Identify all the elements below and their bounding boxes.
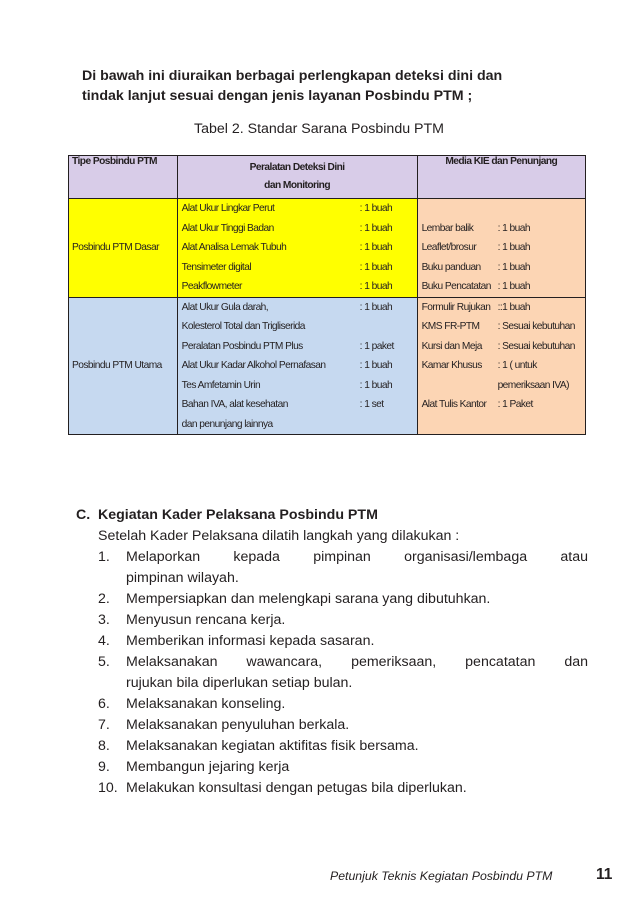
section-letter: C. [76,507,91,523]
media-line: Formulir Rujukan ::1 buah [421,301,530,313]
item-text: Melaksanakan penyuluhan berkala. [126,717,350,733]
list-item [98,736,588,757]
item-number: 6. [98,696,110,712]
page-number: 11 [596,866,613,883]
task-list [98,547,588,799]
media-line: Alat Tulis Kantor : 1 Paket [421,399,533,410]
equipment-line: Alat Ukur Lingkar Perut : 1 buah [181,203,393,214]
header-detection-line-2: dan Monitoring [264,180,331,191]
item-text-line-2: pimpinan wilayah. [126,570,239,586]
list-item [98,778,588,799]
equipment-line: Tensimeter digital : 1 buah [181,261,393,273]
table-row-dasar [69,199,586,298]
media-line [418,199,585,219]
equipment-line: Alat Ukur Kadar Alkohol Pernafasan : 1 buah [181,360,393,371]
item-number: 4. [98,633,110,649]
table-header-row [69,156,586,199]
equipment-line: Alat Ukur Gula darah, : 1 buah [181,301,393,313]
item-text: Memberikan informasi kepada sasaran. [126,633,375,649]
equipment-line: dan penunjang lainnya [181,418,273,430]
list-item [98,589,588,610]
equipment-table [68,155,586,435]
media-line: Kamar Khusus : 1 ( untuk [421,360,537,371]
media-line: Kursi dan Meja : Sesuai kebutuhan [421,340,575,352]
equipment-line: Peakflowmeter : 1 buah [181,281,393,292]
intro-paragraph [82,66,582,106]
item-number: 7. [98,717,110,733]
media-line: KMS FR-PTM : Sesuai kebutuhan [421,321,575,332]
item-number: 9. [98,759,110,775]
table-row-utama [69,297,586,435]
item-text: Menyusun rencana kerja. [126,612,286,628]
media-line: Buku Pencatatan : 1 buah [421,281,530,292]
table-caption: Tabel 2. Standar Sarana Posbindu PTM [193,121,444,137]
media-cell-dasar [417,199,585,298]
equipment-line: Bahan IVA, alat kesehatan : 1 set [181,399,384,410]
list-item [98,652,588,694]
item-text-line-1: Melaksanakan wawancara, pemeriksaan, pencatatan dan [126,654,588,670]
equipment-line: Alat Analisa Lemak Tubuh : 1 buah [181,242,393,253]
item-number: 8. [98,738,110,754]
item-number: 10. [98,780,118,796]
section-c-title [76,505,588,526]
item-text: Melakukan konsultasi dengan petugas bila diperlukan. [126,780,467,796]
type-cell-utama: Posbindu PTM Utama [69,297,178,435]
header-media: Media KIE dan Penunjang [417,156,585,199]
equipment-line: Alat Ukur Tinggi Badan : 1 buah [181,222,393,234]
item-text-line-2: rujukan bila diperlukan setiap bulan. [126,675,353,691]
item-text: Melaksanakan kegiatan aktifitas fisik bersama. [126,738,419,754]
header-type: Tipe Posbindu PTM [69,156,178,199]
section-title-text: Kegiatan Kader Pelaksana Posbindu PTM [98,507,378,523]
equipment-line: Kolesterol Total dan Trigliserida [181,321,305,332]
item-number: 3. [98,612,110,628]
footer-title: Petunjuk Teknis Kegiatan Posbindu PTM [330,869,553,883]
type-cell-dasar: Posbindu PTM Dasar [69,199,178,298]
media-line [418,415,585,435]
item-text: Mempersiapkan dan melengkapi sarana yang dibutuhkan. [126,591,491,607]
equipment-line: Tes Amfetamin Urin : 1 buah [181,379,393,391]
equipment-cell-dasar [177,199,417,298]
equipment-line: Peralatan Posbindu PTM Plus : 1 paket [181,340,394,352]
list-item [98,757,588,778]
item-number: 2. [98,591,110,607]
media-line: Lembar balik : 1 buah [421,222,530,234]
intro-line-1: Di bawah ini diuraikan berbagai perlengkapan deteksi dini dan [82,68,503,84]
media-line: pemeriksaan IVA) [497,379,569,391]
item-text-line-1: Melaporkan kepada pimpinan organisasi/lembaga atau [126,549,588,565]
intro-line-2: tindak lanjut sesuai dengan jenis layanan Posbindu PTM ; [82,88,473,104]
list-item [98,547,588,589]
section-c-subtitle: Setelah Kader Pelaksana dilatih langkah yang dilakukan : [98,528,460,544]
header-detection [177,156,417,199]
equipment-cell-utama [177,297,417,435]
list-item [98,631,588,652]
item-number: 5. [98,654,110,670]
item-number: 1. [98,549,110,565]
header-detection-line-1: Peralatan Deteksi Dini [249,162,345,173]
item-text: Melaksanakan konseling. [126,696,286,712]
list-item [98,694,588,715]
list-item [98,715,588,736]
list-item [98,610,588,631]
media-line: Buku panduan : 1 buah [421,261,530,273]
item-text: Membangun jejaring kerja [126,759,290,775]
media-line: Leaflet/brosur : 1 buah [421,242,530,253]
media-cell-utama [417,297,585,435]
section-c [76,505,588,799]
